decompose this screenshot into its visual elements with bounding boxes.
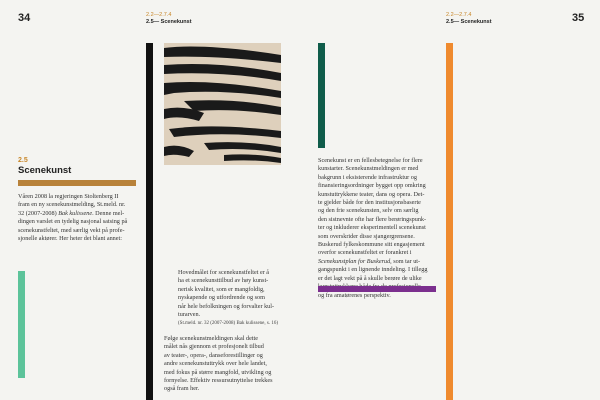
dark-green-vertical-bar bbox=[318, 43, 325, 148]
right-body-line: er det lagt vekt på å skulle berøre de ulike bbox=[318, 274, 422, 282]
left-page-number: 34 bbox=[18, 12, 31, 24]
right-body-line: kunstuttrykkene teater, dans og opera. Det- bbox=[318, 190, 425, 198]
right-body-line: som overskrider disse sjangergrensene. bbox=[318, 232, 415, 240]
right-running-head bbox=[446, 12, 492, 25]
right-running-head-range: 2.2—2.7.4 bbox=[446, 12, 472, 18]
right-body-line: gangspunkt i en lignende inndeling. I tillegg bbox=[318, 266, 428, 274]
zebra-stripe-icon bbox=[164, 43, 281, 165]
quote-line: turarven. bbox=[178, 311, 201, 319]
intro-line: sjonelle aktører. Her heter det blant annet: bbox=[18, 235, 122, 243]
right-body-line: overfor scenekunstfeltet er forankret i bbox=[318, 249, 412, 257]
zebra-stripe-photo bbox=[164, 43, 281, 165]
intro-line: Våren 2008 la regjeringen Stoltenberg II bbox=[18, 193, 119, 200]
quote-source: (St.meld. nr. 32 (2007-2008) Bak kulissene, s. 16) bbox=[178, 321, 278, 326]
right-body-line: bakgrunn i eksisterende infrastruktur og bbox=[318, 173, 417, 181]
continuation-line: med fokus på større mangfold, utvikling og bbox=[164, 368, 272, 376]
quote-line: Hovedmålet for scenekunstfeltet er å bbox=[178, 269, 270, 276]
running-head-range: 2.2—2.7.4 bbox=[146, 12, 172, 18]
right-body-line: Scenekunst er en fellesbetegnelse for flere bbox=[318, 157, 423, 164]
section-underline-bar bbox=[18, 180, 136, 186]
continuation-line: av teater-, opera-, danseforestillinger og bbox=[164, 351, 263, 359]
continuation-line: fornyelse. Effektiv ressursutnyttelse trekkes bbox=[164, 377, 273, 385]
right-running-head-label: 2.5— Scenekunst bbox=[446, 18, 492, 25]
continuation-paragraph bbox=[164, 335, 304, 394]
intro-line: fram en ny scenekunstmelding, St.meld. nr. bbox=[18, 201, 126, 209]
green-vertical-bar bbox=[18, 271, 25, 378]
intro-line: scenekunstfeltet, med særlig vekt på profe- bbox=[18, 226, 125, 234]
quote-block bbox=[178, 269, 298, 319]
section-number: 2.5 bbox=[18, 157, 28, 164]
purple-horizontal-bar bbox=[318, 286, 436, 292]
quote-line: nyskapende og utfordrende og som bbox=[178, 294, 265, 302]
right-body-line: den sistnevnte ofte har flere berøringspunk- bbox=[318, 215, 427, 223]
running-head-label: 2.5— Scenekunst bbox=[146, 18, 192, 25]
right-body-line: ter og inkluderer eksperimentell scenekunst bbox=[318, 224, 426, 232]
orange-vertical-bar bbox=[446, 43, 453, 400]
right-body-line: te gjelder både for den institusjonsbaserte bbox=[318, 199, 421, 207]
section-title: Scenekunst bbox=[18, 165, 72, 176]
intro-line: dingen varslet en tydelig nasjonal satsing på bbox=[18, 218, 128, 226]
continuation-line: målet nås gjennom et profesjonelt tilbud bbox=[164, 343, 264, 351]
right-body-line: finansieringsordninger bygget opp omkring bbox=[318, 182, 426, 190]
right-body-line: og fra amatørenes perspektiv. bbox=[318, 291, 391, 299]
continuation-line: andre scenekunstuttrykk over hele landet, bbox=[164, 360, 267, 368]
quote-line: nerisk kvalitet, som er mangfoldig, bbox=[178, 285, 265, 293]
right-body-line: og den frie scenekunsten, selv om særlig bbox=[318, 207, 419, 215]
right-body-line: kunstarter. Scenekunstmeldingen er med bbox=[318, 165, 419, 173]
right-page-number: 35 bbox=[572, 12, 585, 24]
quote-line: ha et scenekunsttilbud av høy kunst- bbox=[178, 277, 269, 285]
intro-line: 32 (2007-2008) Bak kulissene. Denne mel- bbox=[18, 209, 125, 217]
left-running-head bbox=[146, 12, 192, 25]
continuation-line: også fram her. bbox=[164, 385, 200, 393]
right-body-line: Scenekunstplan for Buskerud, som tar ut- bbox=[318, 257, 421, 265]
continuation-line: Følge scenekunstmeldingen skal dette bbox=[164, 335, 258, 342]
intro-paragraph bbox=[18, 193, 148, 243]
right-body-line: Buskerud fylkeskommune sitt engasjement bbox=[318, 241, 425, 249]
right-body-paragraph bbox=[318, 157, 440, 300]
quote-line: når hele befolkningen og forvalter kul- bbox=[178, 302, 275, 310]
